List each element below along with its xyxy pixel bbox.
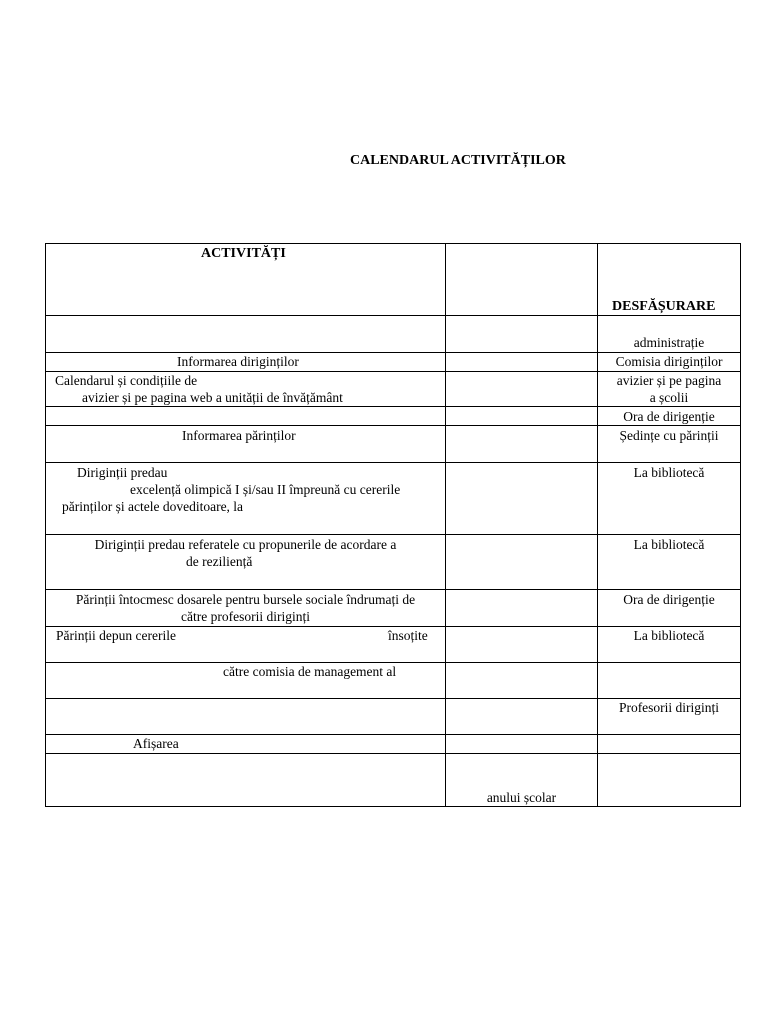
table-cell xyxy=(598,535,741,590)
table-cell xyxy=(598,754,741,807)
table-cell xyxy=(46,535,446,590)
header-desfasurare: DESFĂȘURARE xyxy=(612,299,716,314)
cell-text: La bibliotecă xyxy=(633,465,705,480)
cell-text: Părinții depun cererile xyxy=(56,628,176,643)
cell-text: Calendarul și condițiile de xyxy=(55,373,198,388)
table-row xyxy=(46,627,741,663)
cell-text: Ședințe cu părinții xyxy=(619,428,719,443)
header-activities: ACTIVITĂȚI xyxy=(201,246,286,261)
table-cell xyxy=(446,735,598,754)
table-header-row xyxy=(46,244,741,316)
table-cell xyxy=(598,663,741,699)
header-cell-empty xyxy=(446,244,598,316)
table-cell xyxy=(46,463,446,535)
cell-text: Părinții întocmesc dosarele pentru bursele sociale îndrumați de xyxy=(75,592,416,607)
table-cell xyxy=(46,407,446,426)
table-row xyxy=(46,590,741,627)
table-cell xyxy=(46,590,446,627)
cell-text: La bibliotecă xyxy=(633,537,705,552)
cell-text: către profesorii diriginți xyxy=(181,609,310,624)
cell-text: anului școlar xyxy=(486,790,557,805)
table-cell xyxy=(598,463,741,535)
cell-text: către comisia de management al xyxy=(223,664,397,679)
cell-text: excelență olimpică I și/sau II împreună cu cererile xyxy=(130,482,401,497)
table-cell xyxy=(446,463,598,535)
table-cell xyxy=(598,627,741,663)
table-row xyxy=(46,699,741,735)
table-cell xyxy=(46,353,446,372)
cell-text: a școlii xyxy=(649,390,689,405)
cell-text: însoțite xyxy=(388,628,428,643)
table-cell xyxy=(46,735,446,754)
table-cell xyxy=(598,353,741,372)
table-row xyxy=(46,407,741,426)
table-cell xyxy=(446,590,598,627)
table-cell xyxy=(446,407,598,426)
table-cell xyxy=(446,627,598,663)
table-cell xyxy=(598,735,741,754)
table-row xyxy=(46,463,741,535)
table-cell xyxy=(446,426,598,463)
table-row xyxy=(46,663,741,699)
cell-text: Diriginții predau referatele cu propunerile de acordare a xyxy=(94,537,397,552)
table-cell xyxy=(598,372,741,407)
table-cell xyxy=(446,699,598,735)
header-cell-desfasurare xyxy=(598,244,741,316)
table-row xyxy=(46,372,741,407)
cell-text: Diriginții predau xyxy=(77,465,168,480)
table-cell xyxy=(446,535,598,590)
table-cell xyxy=(446,372,598,407)
table-cell xyxy=(446,316,598,353)
table-row xyxy=(46,735,741,754)
cell-text: Informarea părinților xyxy=(182,428,296,443)
table-cell xyxy=(446,663,598,699)
cell-text: Informarea diriginților xyxy=(177,354,299,369)
cell-text: avizier și pe pagina xyxy=(616,373,722,388)
table-row xyxy=(46,754,741,807)
header-cell-activities xyxy=(46,244,446,316)
cell-text: Ora de dirigenție xyxy=(623,592,715,607)
cell-text: de reziliență xyxy=(186,554,253,569)
table-cell xyxy=(46,699,446,735)
cell-text: La bibliotecă xyxy=(633,628,705,643)
table-row xyxy=(46,316,741,353)
table-row xyxy=(46,353,741,372)
cell-text: avizier și pe pagina web a unității de învățământ xyxy=(82,390,343,405)
table-cell xyxy=(598,316,741,353)
table-cell xyxy=(46,754,446,807)
table-cell xyxy=(46,426,446,463)
table-cell xyxy=(598,699,741,735)
cell-text: părinților și actele doveditoare, la xyxy=(62,499,244,514)
table-cell xyxy=(446,754,598,807)
table-cell xyxy=(46,372,446,407)
page-title: CALENDARUL ACTIVITĂȚILOR xyxy=(350,153,566,168)
cell-text: Ora de dirigenție xyxy=(623,409,715,424)
activities-table xyxy=(45,243,741,807)
table-cell xyxy=(46,627,446,663)
cell-text: Profesorii diriginți xyxy=(618,700,720,715)
table-cell xyxy=(598,426,741,463)
table-row xyxy=(46,535,741,590)
table-cell xyxy=(46,316,446,353)
table-cell xyxy=(46,663,446,699)
cell-text: administrație xyxy=(633,335,705,350)
table-cell xyxy=(598,590,741,627)
cell-text: Afișarea xyxy=(133,736,179,751)
table-row xyxy=(46,426,741,463)
table-cell xyxy=(598,407,741,426)
table-cell xyxy=(446,353,598,372)
cell-text: Comisia diriginților xyxy=(615,354,723,369)
